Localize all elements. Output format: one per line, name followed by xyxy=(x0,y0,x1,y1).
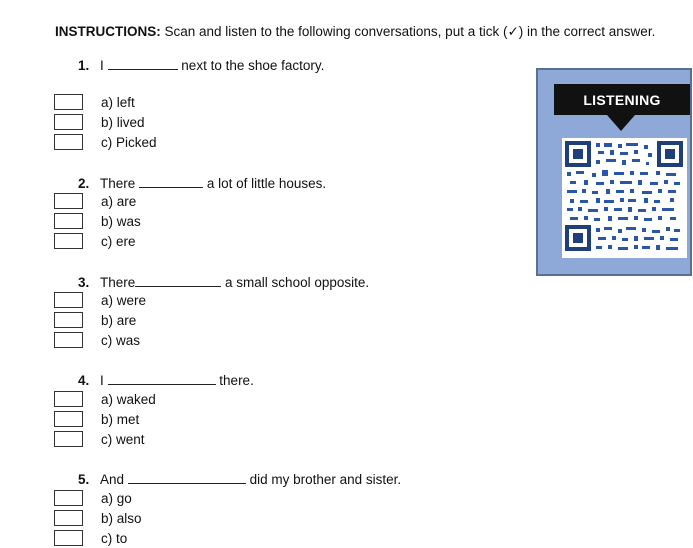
qr-code-icon xyxy=(562,138,687,258)
option: b) lived xyxy=(101,115,145,130)
question-number: 2. xyxy=(78,176,90,191)
option: b) are xyxy=(101,313,137,328)
option: a) left xyxy=(101,95,135,110)
answer-blank xyxy=(135,274,221,287)
question-number: 1. xyxy=(78,58,90,73)
question-text-before: And xyxy=(100,472,125,487)
listening-label: LISTENING xyxy=(554,84,690,115)
option: c) ere xyxy=(101,234,136,249)
instructions xyxy=(55,24,655,40)
question-text-before: I xyxy=(100,58,104,73)
answer-checkbox[interactable] xyxy=(54,114,83,130)
question-text-before: I xyxy=(100,373,104,388)
arrow-down-icon xyxy=(607,115,635,131)
question-number: 3. xyxy=(78,275,90,290)
answer-checkbox[interactable] xyxy=(54,193,83,209)
answer-checkbox[interactable] xyxy=(54,411,83,427)
option: b) met xyxy=(101,412,140,427)
answer-blank xyxy=(128,471,246,484)
answer-checkbox[interactable] xyxy=(54,431,83,447)
option: a) go xyxy=(101,491,132,506)
answer-checkbox[interactable] xyxy=(54,292,83,308)
question-5 xyxy=(78,471,401,487)
question-text-after: there. xyxy=(219,373,254,388)
question-text-after: did my brother and sister. xyxy=(249,472,402,487)
instructions-text: Scan and listen to the following conversations, put a tick (✓) in the correct answer. xyxy=(164,24,656,39)
question-text-after: next to the shoe factory. xyxy=(181,58,325,73)
answer-checkbox[interactable] xyxy=(54,312,83,328)
question-number: 5. xyxy=(78,472,90,487)
option: b) also xyxy=(101,511,142,526)
answer-checkbox[interactable] xyxy=(54,391,83,407)
option: b) was xyxy=(101,214,141,229)
instructions-label: INSTRUCTIONS: xyxy=(55,24,161,39)
option: c) was xyxy=(101,333,141,348)
answer-blank xyxy=(139,175,203,188)
answer-blank xyxy=(108,57,178,70)
question-4 xyxy=(78,372,254,388)
answer-checkbox[interactable] xyxy=(54,510,83,526)
question-2 xyxy=(78,175,326,191)
option: c) to xyxy=(101,531,128,546)
answer-checkbox[interactable] xyxy=(54,530,83,546)
question-3 xyxy=(78,274,369,290)
answer-checkbox[interactable] xyxy=(54,490,83,506)
answer-checkbox[interactable] xyxy=(54,332,83,348)
option: a) were xyxy=(101,293,147,308)
option: a) waked xyxy=(101,392,156,407)
question-text-before: There xyxy=(100,275,136,290)
answer-checkbox[interactable] xyxy=(54,213,83,229)
listening-panel xyxy=(536,68,692,276)
answer-blank xyxy=(108,372,216,385)
option: a) are xyxy=(101,194,137,209)
option: c) Picked xyxy=(101,135,157,150)
question-1 xyxy=(78,57,324,73)
answer-checkbox[interactable] xyxy=(54,94,83,110)
option: c) went xyxy=(101,432,145,447)
answer-checkbox[interactable] xyxy=(54,134,83,150)
question-text-before: There xyxy=(100,176,136,191)
question-text-after: a lot of little houses. xyxy=(206,176,327,191)
question-text-after: a small school opposite. xyxy=(225,275,370,290)
answer-checkbox[interactable] xyxy=(54,233,83,249)
question-number: 4. xyxy=(78,373,90,388)
qr-code[interactable] xyxy=(562,138,687,258)
